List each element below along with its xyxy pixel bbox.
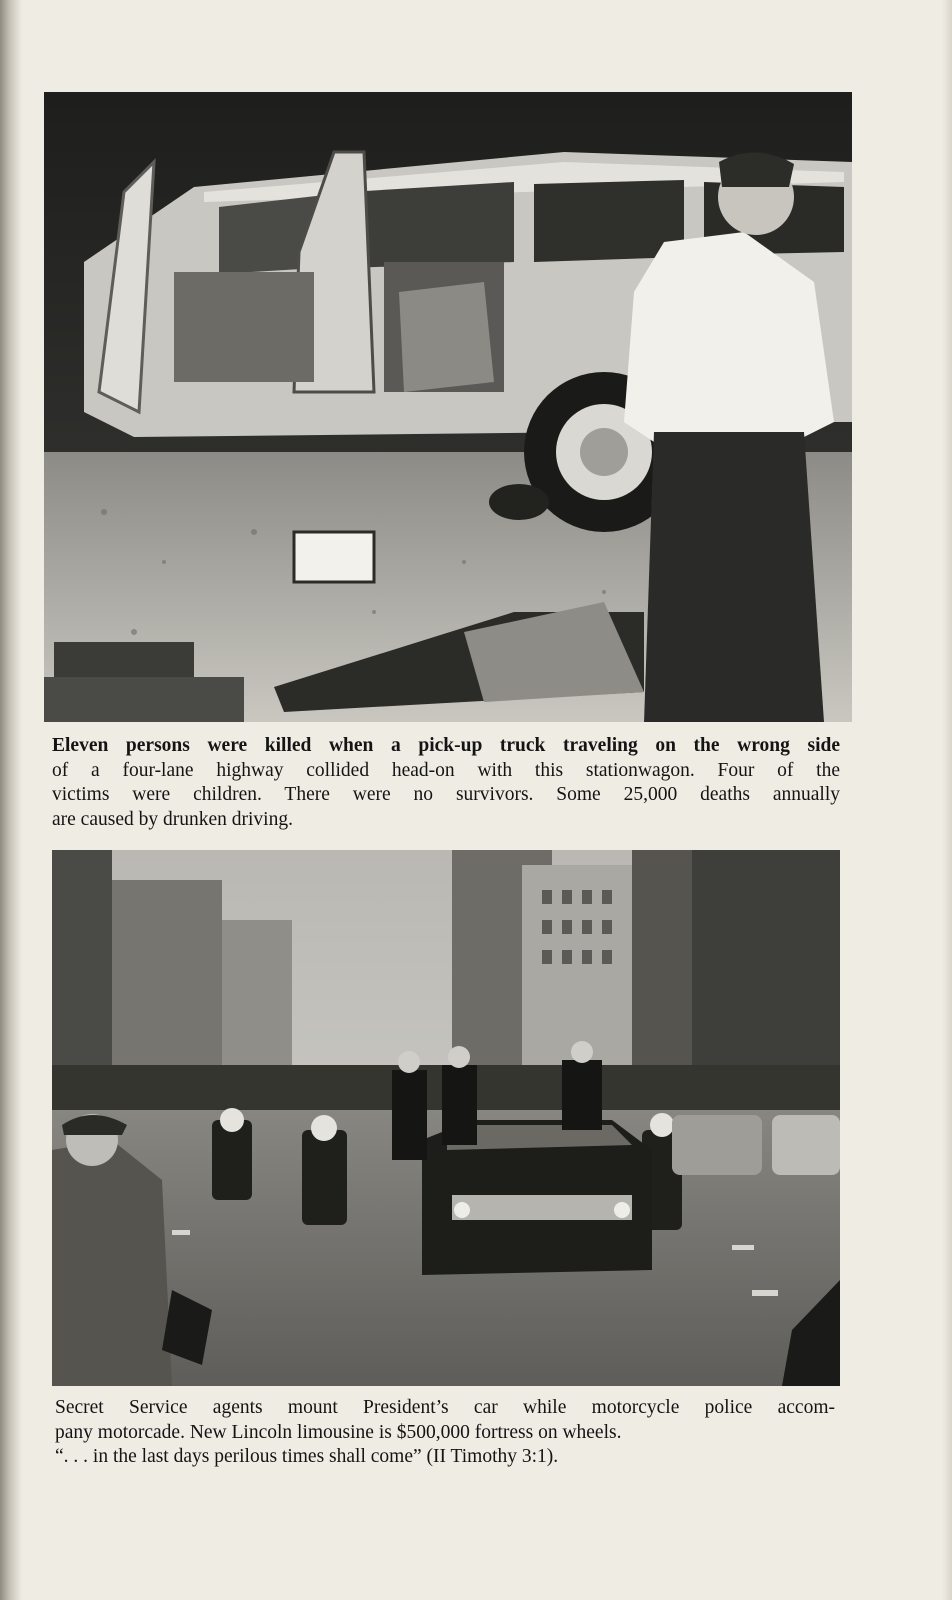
crash-photo-caption [52, 734, 840, 832]
caption-line: Secret Service agents mount President’s car while motorcycle police accom- [55, 1397, 835, 1418]
car-crash-photo-image [44, 92, 852, 722]
motorcade-photo-image [52, 850, 840, 1386]
caption-line: “. . . in the last days perilous times shall come” (II Timothy 3:1). [55, 1446, 559, 1467]
caption-line: of a four-lane highway collided head-on with this stationwagon. Four of the [52, 759, 840, 781]
motorcade-photo-caption [55, 1396, 835, 1470]
page-edge [942, 0, 952, 1600]
caption-line: victims were children. There were no survivors. Some 25,000 deaths annually [52, 784, 840, 805]
page-binding-shadow [0, 0, 22, 1600]
caption-line: Eleven persons were killed when a pick-up truck traveling on the wrong side [52, 735, 840, 756]
car-crash-photo [44, 92, 852, 722]
caption-line: pany motorcade. New Lincoln limousine is $500,000 fortress on wheels. [55, 1421, 622, 1443]
caption-line: are caused by drunken driving. [52, 808, 293, 830]
motorcade-photo [52, 850, 840, 1386]
